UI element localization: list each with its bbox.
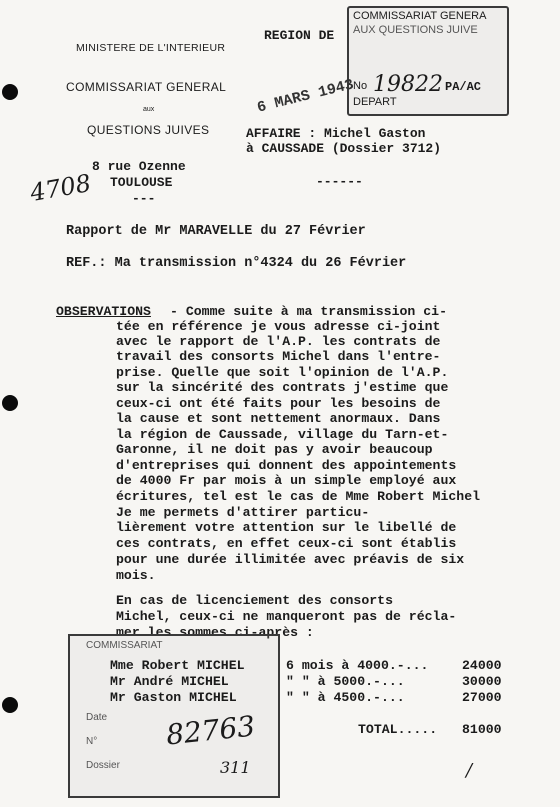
body-line: d'entreprises qui donnent des appointements bbox=[116, 458, 457, 473]
total-value: 81000 bbox=[462, 722, 502, 737]
stamp-number: 19822 bbox=[373, 72, 443, 97]
table-row-amount: 30000 bbox=[462, 674, 502, 689]
address-line: 8 rue Ozenne bbox=[92, 159, 186, 174]
body-line: lièrement votre attention sur le libellé de bbox=[116, 520, 457, 535]
body-line: la région de Caussade, village du Tarn-et- bbox=[116, 427, 449, 442]
table-row-amount: 24000 bbox=[462, 658, 502, 673]
city-dashes: --- bbox=[132, 191, 156, 206]
stamp2-extra: 311 bbox=[220, 758, 251, 777]
handwritten-tick: / bbox=[466, 760, 473, 781]
body-line: mer les sommes ci-après : bbox=[116, 625, 314, 640]
body-line: En cas de licenciement des consorts bbox=[116, 593, 393, 608]
table-row-name: Mr Gaston MICHEL bbox=[110, 690, 237, 705]
table-row-name: Mme Robert MICHEL bbox=[110, 658, 245, 673]
stamp2-number: 82763 bbox=[164, 709, 257, 752]
affaire-line-2: à CAUSSADE (Dossier 3712) bbox=[246, 141, 442, 156]
punch-hole bbox=[2, 84, 18, 100]
body-line: Garonne, il ne doit pas y avoir beaucoup bbox=[116, 442, 433, 457]
region-line: REGION DE bbox=[264, 28, 335, 43]
stamp-ref: PA/AC bbox=[445, 80, 482, 94]
stamp2-dossier-label: Dossier bbox=[86, 760, 120, 771]
body-line: sur la sincérité des contrats j'estime que bbox=[116, 380, 449, 395]
body-line: - Comme suite à ma transmission ci- bbox=[170, 304, 447, 319]
body-line: ces contrats, en effet ceux-ci sont établis bbox=[116, 536, 457, 551]
punch-hole bbox=[2, 697, 18, 713]
reception-stamp bbox=[347, 6, 509, 116]
observations-label: OBSERVATIONS bbox=[56, 304, 151, 319]
ministry-line: MINISTERE DE L'INTERIEUR bbox=[76, 42, 226, 54]
aux-line: aux bbox=[143, 106, 155, 113]
stamp2-no-label: N° bbox=[86, 736, 98, 747]
punch-hole bbox=[2, 395, 18, 411]
body-line: Je me permets d'attirer particu- bbox=[116, 505, 370, 520]
city-line: TOULOUSE bbox=[110, 175, 173, 190]
stamp2-date-label: Date bbox=[86, 712, 108, 723]
stamp-line-1: COMMISSARIAT GENERA bbox=[353, 10, 487, 22]
rapport-line: Rapport de Mr MARAVELLE du 27 Février bbox=[66, 224, 366, 239]
stamp-depart: DEPART bbox=[353, 96, 397, 108]
body-line: mois. bbox=[116, 568, 156, 583]
body-line: pour une durée illimitée avec préavis de six bbox=[116, 552, 465, 567]
table-row-amount: 27000 bbox=[462, 690, 502, 705]
commissariat-line: COMMISSARIAT GENERAL bbox=[66, 80, 227, 94]
body-line: avec le rapport de l'A.P. les contrats de bbox=[116, 334, 441, 349]
table-row-calc: " " à 4500.-... bbox=[286, 690, 405, 705]
body-line: travail des consorts Michel dans l'entre- bbox=[116, 349, 441, 364]
body-line: la cause et sont nettement anormaux. Dans bbox=[116, 411, 441, 426]
table-row-calc: " " à 5000.-... bbox=[286, 674, 405, 689]
body-line: prise. Quelle que soit l'opinion de l'A.P. bbox=[116, 365, 449, 380]
margin-number: 4708 bbox=[28, 168, 94, 208]
body-line: ceux-ci ont été faits pour les besoins de bbox=[116, 396, 441, 411]
table-row-name: Mr André MICHEL bbox=[110, 674, 229, 689]
table-row-calc: 6 mois à 4000.-... bbox=[286, 658, 429, 673]
body-line: écritures, tel est le cas de Mme Robert Michel bbox=[116, 489, 481, 504]
body-line: Michel, ceux-ci ne manqueront pas de récla- bbox=[116, 609, 457, 624]
stamp-line-2: AUX QUESTIONS JUIVE bbox=[353, 24, 478, 36]
body-line: tée en référence je vous adresse ci-joint bbox=[116, 319, 441, 334]
affaire-dashes: ------ bbox=[316, 174, 363, 189]
total-label: TOTAL..... bbox=[358, 722, 438, 737]
affaire-line-1: AFFAIRE : Michel Gaston bbox=[246, 126, 426, 141]
questions-line: QUESTIONS JUIVES bbox=[87, 123, 210, 137]
stamp2-title: COMMISSARIAT bbox=[86, 640, 163, 651]
ref-line: REF.: Ma transmission n°4324 du 26 Février bbox=[66, 256, 407, 271]
body-line: de 4000 Fr par mois à un simple employé aux bbox=[116, 473, 457, 488]
stamp-date: 6 MARS 1943 bbox=[255, 76, 356, 117]
stamp-number-prefix: No bbox=[353, 80, 368, 92]
